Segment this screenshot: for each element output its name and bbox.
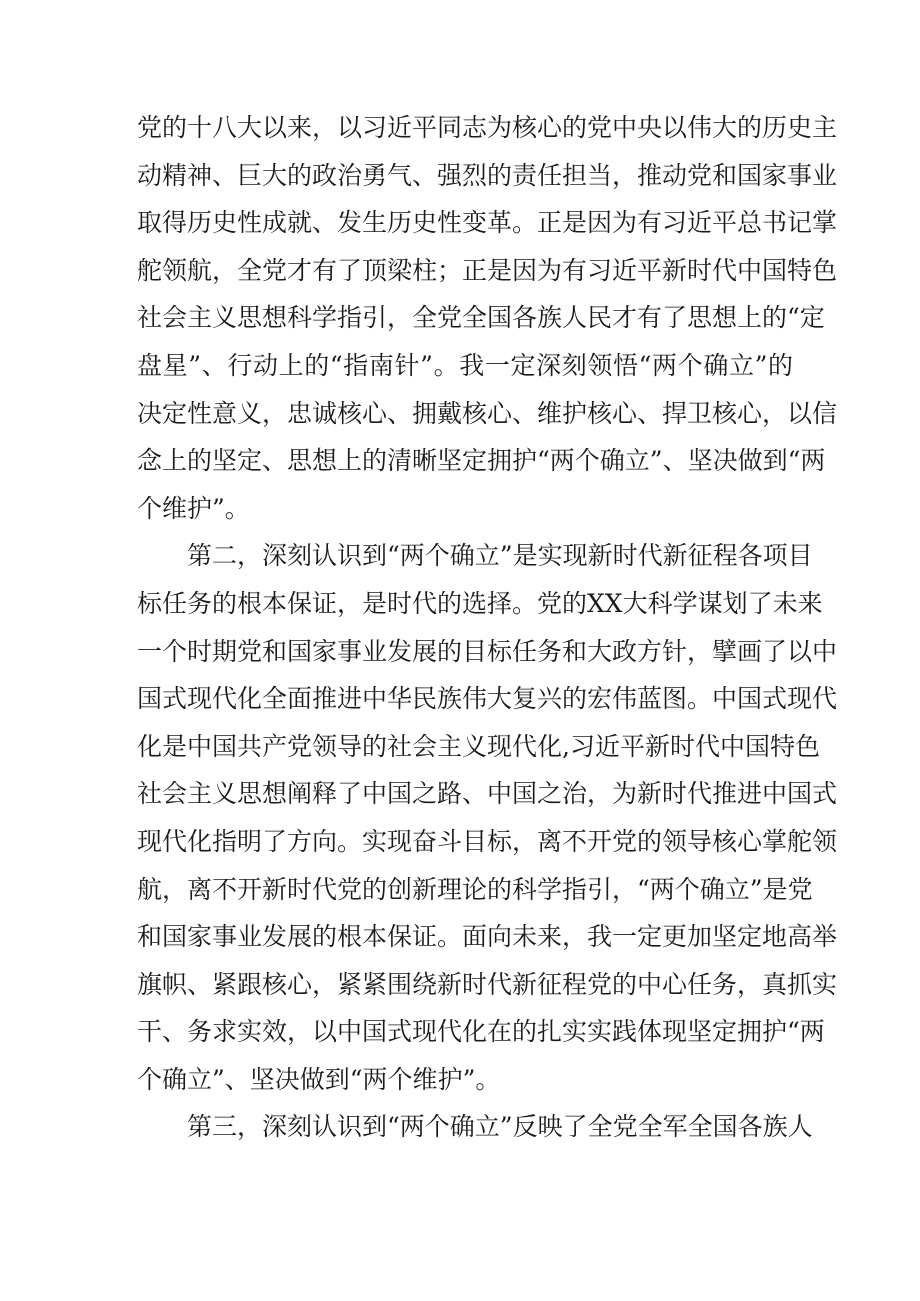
text-line: 国式现代化全面推进中华民族伟大复兴的宏伟蓝图。中国式现代 — [137, 684, 838, 714]
text-line: 化是中国共产党领导的社会主义现代化,习近平新时代中国特色 — [137, 731, 820, 761]
text-line: 念上的坚定、思想上的清晰坚定拥护“两个确立”、坚决做到“两 — [137, 446, 826, 476]
text-line: 干、务求实效，以中国式现代化在的扎实实践体现坚定拥护“两 — [137, 1017, 825, 1047]
text-line: 航，离不开新时代党的创新理论的科学指引，“两个确立”是党 — [137, 874, 813, 904]
text-line: 第二，深刻认识到“两个确立”是实现新时代新征程各项目 — [137, 541, 813, 571]
text-line: 党的十八大以来，以习近平同志为核心的党中央以伟大的历史主 — [137, 113, 838, 142]
text-line: 个维护”。 — [137, 493, 250, 523]
text-line: 社会主义思想科学指引，全党全国各族人民才有了思想上的“定 — [137, 303, 825, 333]
paragraph-second — [137, 532, 838, 1103]
text-line: 个确立”、坚决做到“两个维护”。 — [137, 1064, 501, 1094]
text-line: 舵领航，全党才有了顶梁柱；正是因为有习近平新时代中国特色 — [137, 255, 838, 285]
text-line: 和国家事业发展的根本保证。面向未来，我一定更加坚定地高举 — [137, 922, 838, 952]
text-line: 现代化指明了方向。实现奋斗目标，离不开党的领导核心掌舵领 — [137, 826, 838, 856]
text-line: 决定性意义，忠诚核心、拥戴核心、维护核心、捍卫核心，以信 — [137, 398, 838, 428]
paragraph-third — [137, 1103, 813, 1151]
text-line: 取得历史性成就、发生历史性变革。正是因为有习近平总书记掌 — [137, 208, 838, 238]
text-line: 标任务的根本保证，是时代的选择。党的XX大科学谋划了未来 — [137, 588, 823, 618]
text-line: 社会主义思想阐释了中国之路、中国之治，为新时代推进中国式 — [137, 779, 838, 809]
document-body — [137, 104, 838, 1151]
text-line: 一个时期党和国家事业发展的目标任务和大政方针，擘画了以中 — [137, 636, 838, 666]
paragraph-continuation — [137, 104, 838, 532]
text-line: 盘星”、行动上的“指南针”。我一定深刻领悟“两个确立”的 — [137, 350, 793, 380]
text-line: 动精神、巨大的政治勇气、强烈的责任担当，推动党和国家事业 — [137, 160, 838, 190]
text-line: 第三，深刻认识到“两个确立”反映了全党全军全国各族人 — [137, 1112, 813, 1142]
text-line: 旗帜、紧跟核心，紧紧围绕新时代新征程党的中心任务，真抓实 — [137, 969, 838, 999]
